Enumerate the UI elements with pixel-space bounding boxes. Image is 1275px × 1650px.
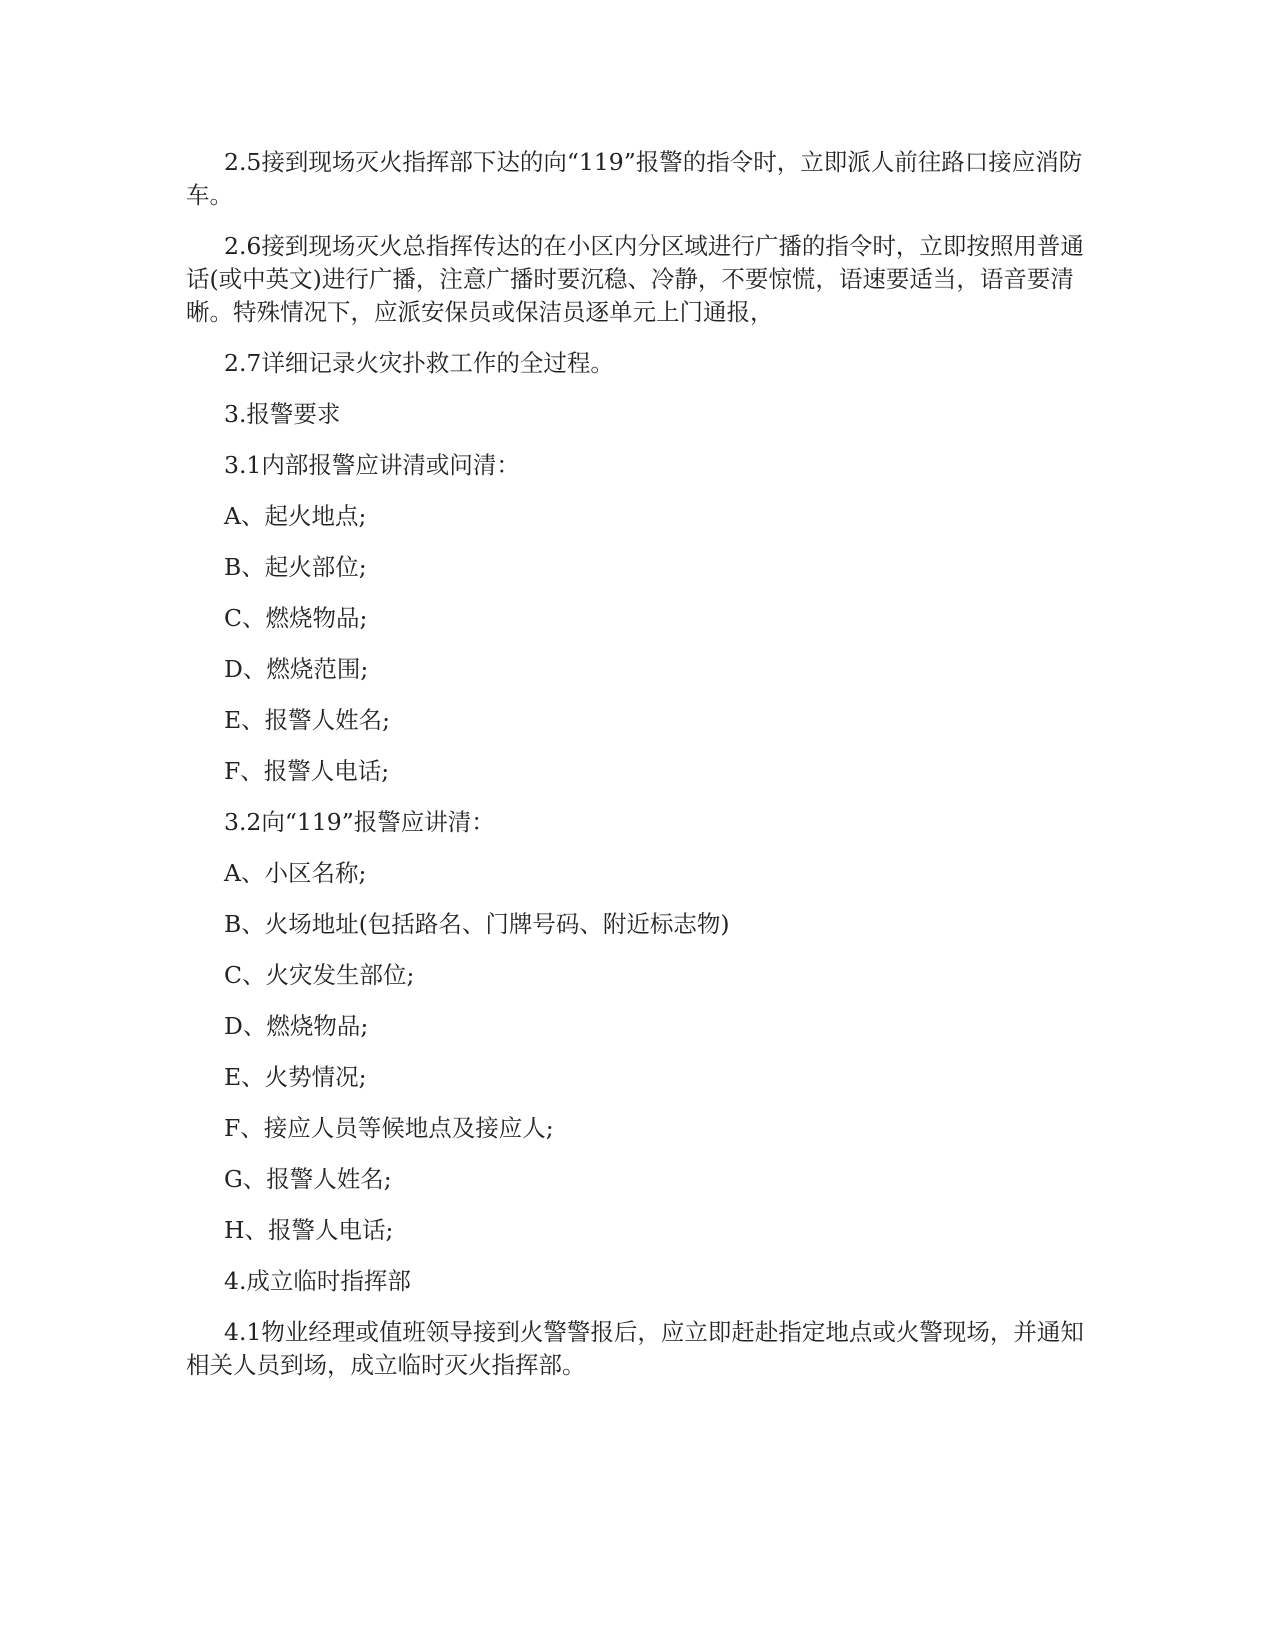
list-item: G、报警人姓名; (224, 1165, 392, 1193)
paragraph-2-5: 2.5接到现场灭火指挥部下达的向“119”报警的指令时，立即派人前往路口接应消防车。 (186, 148, 1083, 209)
heading-3-2: 3.2向“119”报警应讲清： (224, 808, 495, 836)
list-item: E、报警人姓名; (224, 706, 391, 734)
heading-4: 4.成立临时指挥部 (224, 1267, 411, 1295)
list-item: B、起火部位; (224, 553, 367, 581)
list-item: A、小区名称; (224, 859, 367, 887)
paragraph-4-1: 4.1物业经理或值班领导接到火警警报后，应立即赶赴指定地点或火警现场，并通知相关人员到场，成立临时灭火指挥部。 (186, 1318, 1084, 1379)
document-body (186, 146, 1086, 1400)
paragraph-2-7: 2.7详细记录火灾扑救工作的全过程。 (224, 349, 614, 377)
heading-3-1: 3.1内部报警应讲清或问清： (224, 451, 520, 479)
list-item: A、起火地点; (224, 502, 367, 530)
list-item: C、燃烧物品; (224, 604, 368, 632)
list-item: H、报警人电话; (224, 1216, 394, 1244)
list-item: D、燃烧范围; (224, 655, 369, 683)
paragraph-2-6: 2.6接到现场灭火总指挥传达的在小区内分区域进行广播的指令时，立即按照用普通话(或中英文)进行广播，注意广播时要沉稳、冷静，不要惊慌，语速要适当，语音要清晰。特殊情况下，应派安保员或保洁员逐单元上门通报， (186, 232, 1084, 326)
list-item: F、报警人电话; (224, 757, 390, 785)
list-item: D、燃烧物品; (224, 1012, 369, 1040)
list-item: E、火势情况; (224, 1063, 367, 1091)
list-item: F、接应人员等候地点及接应人; (224, 1114, 554, 1142)
list-item: C、火灾发生部位; (224, 961, 415, 989)
list-item: B、火场地址(包括路名、门牌号码、附近标志物) (224, 910, 730, 938)
heading-3: 3.报警要求 (224, 400, 341, 428)
